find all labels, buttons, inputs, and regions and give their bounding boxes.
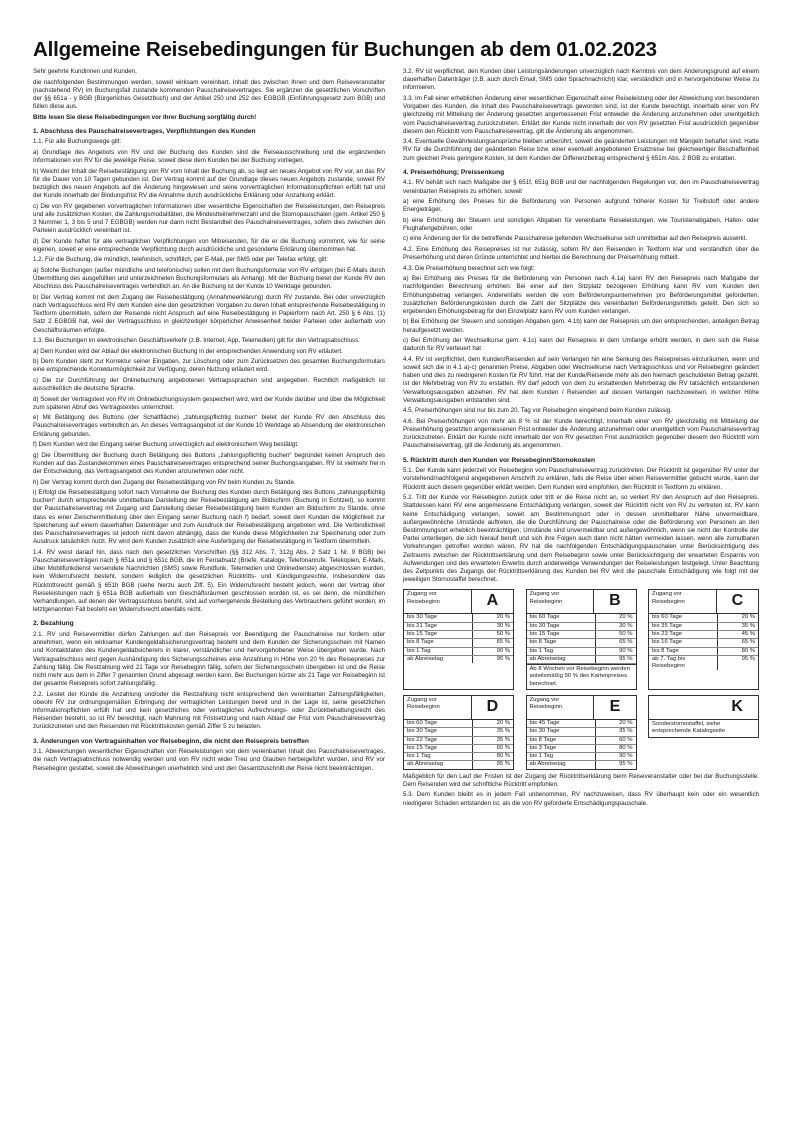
percent-cell: 65 % — [741, 639, 755, 646]
table-row — [527, 737, 636, 745]
storno-tables-row-1 — [403, 589, 759, 690]
paragraph: a) eine Erhöhung des Preises für die Beförderung von Personen aufgrund höherer Kosten für Treibstoff oder andere Energieträger, — [403, 198, 759, 214]
table-row — [404, 753, 513, 761]
table-header-label: Zugang vor Reisebeginn — [404, 590, 472, 613]
percent-cell: 95 % — [741, 655, 755, 662]
percent-cell: 45 % — [741, 630, 755, 637]
percent-cell: 35 % — [496, 728, 510, 735]
storno-table-c — [648, 589, 759, 690]
period-cell: bis 8 Tage — [527, 737, 596, 744]
table-row — [404, 720, 513, 728]
table-row — [527, 745, 636, 753]
table-row — [404, 639, 513, 647]
section-heading: 1. Abschluss des Pauschalreisevertrages, Verpflichtungen des Kunden — [33, 127, 256, 135]
percent-cell: 60 % — [496, 744, 510, 751]
percent-cell: 95 % — [619, 655, 633, 662]
percent-cell: 30 % — [619, 622, 633, 629]
table-row — [404, 656, 513, 663]
percent-cell: 90 % — [619, 753, 633, 760]
table-header-label: Zugang vor Reisebeginn — [527, 590, 595, 613]
table-row — [527, 656, 636, 664]
document-title: Allgemeine Reisebedingungen für Buchungen ab dem 01.02.2023 — [33, 38, 657, 61]
table-row — [527, 720, 636, 728]
section-heading: 2. Bezahlung — [33, 620, 74, 628]
period-cell: ab Abreisetag — [527, 656, 596, 663]
paragraph: b) Bei Erhöhung der Steuern und sonstigen Abgaben gem. 4.1b) kann der Reisepreis um den entsprechenden, anteiligen Betrag heraufgesetzt werden. — [403, 318, 759, 334]
percent-cell: 35 % — [619, 728, 633, 735]
paragraph: 3.4. Eventuelle Gewährleistungsansprüche bleiben unberührt, soweit die geänderten Leistungen mit Mängeln behaftet sind. Hatte RV für die Durchführung der geänderten Reise bzw. einer eventuell angebotenen Ersatzreise bei gleichwertiger Beschaffenheit zum gleichen Preis geringere Kosten, ist dem Kunden der Differenzbetrag entsprechend § 651m Abs. 2 BGB zu erstatten. — [403, 138, 759, 162]
paragraph: f) Dem Kunden wird der Eingang seiner Buchung unverzüglich auf elektronischem Weg bestätigt. — [33, 441, 299, 449]
table-row — [527, 648, 636, 656]
paragraph: b) Weicht der Inhalt der Reisebestätigung von RV vom Inhalt der Buchung ab, so liegt ein neues Angebot von RV vor, an das RV für die Dauer von 10 Tagen gebunden ist. Der Vertrag kommt auf der Grundlage dieses neuen Angebots zustande, soweit RV bezüglich des neuen Angebots auf die Änderung hingewiesen und seine vorvertraglichen Informationspflichten erfüllt hat und der Kunde innerhalb der Bindungsfrist RV die Annahme durch ausdrückliche Erklärung oder Anzahlung erklärt. — [33, 167, 385, 200]
period-cell: ab Abreisetag — [527, 761, 596, 768]
percent-cell: 30 % — [496, 622, 510, 629]
paragraph: die nachfolgenden Bestimmungen werden, soweit wirksam vereinbart, Inhalt des zwischen Ihnen und dem Reiseveranstalter (nachstehend RV) im Buchungsfall zustande kommenden Pauschalreisevertrages. Sie ergänzen die gesetzlichen Vorschriften der §§ 651a - y BGB (Bürgerliches Gesetzbuch) und der Artikel 250 und 252 des EGBGB (Einführungsgesetz zum BGB) und füllen diese aus. — [33, 78, 385, 111]
period-cell: bis 60 Tage — [527, 614, 596, 621]
period-cell: bis 8 Tage — [404, 639, 473, 646]
paragraph: 1.3. Bei Buchungen im elektronischen Geschäftsverkehr (z.B. Internet, App, Telemedien) gilt für den Vertragsabschluss: — [33, 337, 360, 345]
percent-cell: 50 % — [619, 630, 633, 637]
period-cell: bis 15 Tage — [404, 745, 473, 752]
table-row — [404, 745, 513, 753]
table-row — [404, 761, 513, 768]
table-row — [527, 728, 636, 736]
paragraph: Maßgeblich für den Lauf der Fristen ist der Zugang der Rücktrittserklärung beim Reiseveranstalter oder bei der Buchungsstelle. Dem Reisenden wird der schriftliche Rücktritt empfohlen. — [403, 772, 759, 788]
percent-cell: 20 % — [619, 720, 633, 726]
table-letter: E — [609, 698, 621, 715]
period-cell: bis 35 Tage — [649, 623, 718, 630]
paragraph: 4.5. Preiserhöhungen sind nur bis zum 20. Tag vor Reisebeginn eingehend beim Kunden zulässig. — [403, 407, 672, 415]
table-row — [649, 656, 758, 671]
storno-table-a — [403, 589, 514, 690]
paragraph: 3.2. RV ist verpflichtet, den Kunden über Leistungsänderungen unverzüglich nach Kenntnis von dem Änderungsgrund auf einem dauerhaften Datenträger (z.B. auch durch Email, SMS oder Sprachnachricht) klar, verständlich und in hervorgehobener Weise zu informieren. — [403, 68, 759, 92]
paragraph: c) eine Änderung der für die betreffende Pauschalreise geltenden Wechselkurse sich unmittelbar auf den Reisepreis auswirkt. — [403, 235, 748, 243]
percent-cell: 35 % — [496, 736, 510, 743]
storno-table-k — [648, 695, 759, 738]
table-row — [404, 737, 513, 745]
paragraph: 1.4. RV weist darauf hin, dass nach den gesetzlichen Vorschriften (§§ 312 Abs. 7, 312g Abs. 2 Satz 1 Nr. 9 BGB) bei Pauschalreiseverträgen nach § 651a und § 651c BGB, die im Fernabsatz (Briefe, Kataloge, Telefonanrufe, Telekopien, E-Mails, über Mobilfunkdienst versendete Nachrichten (SMS) sowie Rundfunk, Telemedien und Onlinedienste) abgeschlossen wurden, kein Widerrufsrecht besteht, sondern lediglich die gesetzlichen Rücktritts- und Kündigungsrechte, insbesondere das Rücktrittsrecht gemäß § 651h BGB (siehe hierzu auch Ziff. 5). Ein Widerrufsrecht besteht jedoch, wenn der Vertrag über Reiseleistungen nach § 651a BGB außerhalb von Geschäftsräumen geschlossen worden ist, es sei denn, die mündlichen Verhandlungen, auf denen der Vertragsschluss beruht, sind auf vorhergehende Bestellung des Verbrauchers geführt worden; im letztgenannten Fall besteht ein Widerrufsrecht ebenfalls nicht. — [33, 548, 385, 614]
paragraph: e) Mit Betätigung des Buttons (der Schaltfläche) „zahlungspflichtig buchen“ bietet der Kunde RV den Abschluss des Pauschalreisevertrages verbindlich an. An dieses Vertragsangebot ist der Kunde 10 Werktage ab Absendung der elektronischen Erklärung gebunden. — [33, 414, 385, 438]
paragraph: d) Der Kunde haftet für alle vertraglichen Verpflichtungen von Mitreisenden, für die er die Buchung vornimmt, wie für seine eigenen, soweit er eine entsprechende Verpflichtung durch ausdrückliche und gesonderte Erklärung übernommen hat. — [33, 237, 385, 253]
period-cell: bis 1 Tag — [404, 753, 473, 760]
percent-cell: 90 % — [619, 647, 633, 654]
period-cell: bis 23 Tage — [649, 631, 718, 638]
period-cell: bis 45 Tage — [527, 720, 596, 727]
table-row — [527, 614, 636, 622]
table-letter: A — [486, 592, 499, 610]
period-cell: bis 60 Tage — [404, 720, 473, 727]
period-cell: bis 8 Tage — [527, 639, 596, 646]
table-note: Ab 8 Wochen vor Reisebeginn werden anteilsmäßig 90 % des Kartenpreises berechnet. — [527, 664, 636, 689]
paragraph: a) Solche Buchungen (außer mündliche und telefonische) sollen mit dem Buchungsformular von RV erfolgen (bei E-Mails durch Übermittlung des ausgefüllten und unterzeichneten Buchungsformulars als Anhang). Mit der Buchung bietet der Kunde RV den Abschluss des Pauschalreisevertrages verbindlich an. An die Buchung ist der Kunde 10 Werktage gebunden. — [33, 266, 385, 291]
table-letter: B — [609, 592, 621, 610]
table-row — [527, 623, 636, 631]
table-row — [404, 614, 513, 622]
paragraph: a) Bei Erhöhung des Preises für die Beförderung von Personen nach 4.1a) kann RV den Reisepreis nach Maßgabe der nachfolgenden Berechnung erhöhen: Bei einer auf den Sitzplatz bezogenen Erhöhung kann RV vom Kunden den Erhöhungsbetrag verlangen. Anderenfalls werden die vom Beförderungsunternehmen pro Beförderungsmittel geforderten, zusätzlichen Beförderungskosten durch die Zahl der Sitzplätze des vereinbarten Beförderungsmittels geteilt. Den sich so ergebenden Erhöhungsbetrag für den Einzelplatz kann RV vom Kunden verlangen. — [403, 275, 759, 315]
right-column-text — [403, 68, 759, 584]
paragraph: h) Der Vertrag kommt durch den Zugang der Reisebestätigung von RV beim Kunden zu Stande. — [33, 478, 296, 486]
table-k-spacer — [649, 696, 716, 719]
percent-cell: 20 % — [496, 720, 510, 726]
percent-cell: 50 % — [496, 630, 510, 637]
table-row — [404, 631, 513, 639]
period-cell: bis 60 Tage — [649, 614, 718, 621]
table-letter: D — [486, 698, 499, 715]
paragraph: 4.4. RV ist verpflichtet, dem Kunden/Reisenden auf sein Verlangen hin eine Senkung des Reisepreises einzuräumen, wenn und soweit sich die in 4.1 a)-c) genannten Preise, Abgaben oder Wechselkurse nach Vertragsschluss und vor Reisebeginn geändert haben und dies zu niedrigeren Kosten für RV führt. Hat der Kunde/Reisende mehr als den hiernach geschuldeten Betrag gezahlt, ist der Mehrbetrag von RV zu erstatten. RV darf jedoch von dem zu erstattenden Mehrbetrag die RV tatsächlich entstandenen Verwaltungsausgaben abziehen. RV hat dem Kunden / Reisenden auf dessen Verlangen nachzuweisen, in welcher Höhe Verwaltungsausgaben entstanden sind. — [403, 355, 759, 404]
period-cell: ab Abreisetag — [404, 761, 473, 768]
period-cell: bis 15 Tage — [527, 631, 596, 638]
storno-table-b — [526, 589, 637, 690]
period-cell: bis 3 Tage — [527, 745, 596, 752]
paragraph: 3.1. Abweichungen wesentlicher Eigenschaften von Reiseleistungen von dem vereinbarten Inhalt des Pauschalreisevertrages, die nach Vertragsabschluss notwendig werden und von RV nicht wider Treu und Glauben herbeigeführt wurden, sind RV vor Reisebeginn gestattet, soweit die Abweichungen unerheblich sind und den Gesamtzuschnitt der Reise nicht beeinträchtigen. — [33, 748, 385, 772]
paragraph: 4.6. Bei Preiserhöhungen von mehr als 8 % ist der Kunde berechtigt, innerhalb einer von RV gleichzeitig mit Mitteilung der Preiserhöhung gesetzten angemessenen Frist entweder die Änderung anzunehmen oder unentgeltlich vom Pauschalreisevertrag zurückzutreten. Erklärt der Kunde nicht innerhalb der von RV gesetzten Frist ausdrücklich gegenüber diesem den Rücktritt vom Pauschalreisevertrag, gilt die Änderung als angenommen. — [403, 417, 759, 450]
period-cell: bis 30 Tage — [404, 728, 473, 735]
table-row — [649, 623, 758, 631]
percent-cell: 80 % — [496, 753, 510, 760]
period-cell: bis 8 Tage — [649, 648, 718, 655]
paragraph: a) Grundlage des Angebots von RV und der Buchung des Kunden sind die Reiseausschreibung und die ergänzenden Informationen von RV für die jeweilige Reise, soweit diese dem Kunden bei der Buchung vorliegen. — [33, 148, 385, 165]
paragraph: c) Die von RV gegebenen vorvertraglichen Informationen über wesentliche Eigenschaften der Reiseleistungen, den Reisepreis und alle zusätzlichen Kosten, die Zahlungsmodalitäten, die Mindestteilnehmerzahl und die Stornopauschalen (gem. Artikel 250 § 3 Nummer 1, 3 bis 5 und 7 EGBGB) werden nur dann nicht Bestandteil des Pauschalreisevertrages, sofern dies zwischen den Parteien ausdrücklich vereinbart ist. — [33, 202, 385, 235]
percent-cell: 90 % — [496, 647, 510, 654]
paragraph: 2.1. RV und Reisevermittler dürfen Zahlungen auf den Reisepreis vor Beendigung der Pauschalreise nur fordern oder annehmen, wenn ein wirksamer Kundengeldabsicherungsvertrag besteht und dem Kunden der Sicherungsschein mit Namen und Kontaktdaten des Kundengeldabsicherers in klarer, verständlicher und hervorgehobener Weise übergeben wurde. Nach Vertragsabschluss wird gegen Aushändigung des Sicherungsscheines eine Anzahlung in Höhe von 20 % des Reisepreises zur Zahlung fällig. Die Restzahlung wird 21 Tage vor Reisebeginn fällig, sofern der Sicherungsschein übergeben ist und die Reise nicht mehr aus dem in Ziffer 7 genannten Grund abgesagt werden kann. Bei Buchungen kürzer als 21 Tage vor Reisebeginn ist der gesamte Reisepreis sofort zahlungsfällig. — [33, 630, 385, 688]
paragraph: a) Dem Kunden wird der Ablauf der elektronischen Buchung in der entsprechenden Anwendung von RV erläutert. — [33, 347, 343, 355]
table-row — [404, 728, 513, 736]
table-header-label: Zugang vor Reisebeginn — [404, 696, 472, 719]
paragraph: c) Die zur Durchführung der Onlinebuchung angebotenen Vertragssprachen sind angegeben. Rechtlich maßgeblich ist ausschließlich die deutsche Sprache. — [33, 376, 385, 393]
table-row — [404, 648, 513, 656]
paragraph: 4.1. RV behält sich nach Maßgabe der § 651f, 651g BGB und der nachfolgenden Regelungen vor, den im Pauschalreisevertrag vereinbarten Reisepreis zu erhöhen, soweit — [403, 179, 759, 195]
table-row — [527, 639, 636, 647]
paragraph: 4.3. Die Preiserhöhung berechnet sich wie folgt: — [403, 264, 535, 272]
bold-notice: Bitte lesen Sie diese Reisebedingungen vor Ihrer Buchung sorgfältig durch! — [33, 113, 257, 121]
table-row — [649, 614, 758, 622]
table-letter: C — [731, 592, 744, 610]
period-cell: bis 30 Tage — [404, 614, 473, 621]
section-heading: 3. Änderungen von Vertragsinhalten vor Reisebeginn, die nicht den Reisepreis betreffen — [33, 737, 309, 745]
paragraph: 5.2. Tritt der Kunde vor Reisebeginn zurück oder tritt er die Reise nicht an, so verliert RV den Anspruch auf den Reisepreis. Stattdessen kann RV eine angemessene Entschädigung verlangen, soweit der Rücktritt nicht von RV zu vertreten ist. RV kann keine Entschädigung verlangen, soweit am Bestimmungsort oder in dessen unmittelbarer Nähe unvermeidbare, außergewöhnliche Umstände auftreten, die die Durchführung der Pauschalreise oder die Beförderung von Personen an den Bestimmungsort erheblich beeinträchtigen; Umstände sind unvermeidbar und außergewöhnlich, wenn sie nicht der Kontrolle der Partei unterliegen, die sich hierauf beruft und sich ihre Folgen auch dann nicht hätten vermeiden lassen, wenn alle zumutbaren Vorkehrungen getroffen worden wären. RV hat die nachfolgenden Entschädigungspauschalen unter Berücksichtigung des Zeitraums zwischen der Rücktrittserklärung und dem Reisebeginn sowie unter Berücksichtigung der erwarteten Ersparnis von Aufwendungen und des erwarteten Erwerbs durch anderweitige Verwendungen der Reiseleistungen festgelegt. Unter Beachtung des Zeitpunkts des Zugangs der Rücktrittserklärung des Kunden bei RV wird die pauschale Entschädigung wie folgt mit der jeweiligen Stornostaffel berechnet. — [403, 494, 759, 584]
period-cell: bis 1 Tag — [527, 648, 596, 655]
period-cell: bis 21 Tage — [404, 623, 473, 630]
paragraph: 5.3. Dem Kunden bleibt es in jedem Fall unbenommen, RV nachzuweisen, dass RV überhaupt kein oder ein wesentlich niedrigerer Schaden entstanden ist, als die von RV geforderte Entschädigungspauschale. — [403, 791, 759, 807]
right-column-footer-text — [403, 773, 759, 808]
paragraph: g) Die Übermittlung der Buchung durch Betätigung des Buttons „zahlungspflichtig buchen“ begründet keinen Anspruch des Kunden auf das Zustandekommen eines Pauschalreisevertrages entsprechend seiner Buchungsangaben. RV ist vielmehr frei in der Entscheidung, das Vertragsangebot des Kunden anzunehmen oder nicht. — [33, 451, 385, 476]
table-row — [527, 631, 636, 639]
table-k-text: Sonderstornostaffel, siehe entsprechende Katalogseite — [652, 721, 726, 735]
paragraph: 3.3. Im Fall einer erheblichen Änderung einer wesentlichen Eigenschaft einer Reiseleistung oder der Abweichung von besonderen Vorgaben des Kunden, die Inhalt des Pauschalreisevertrags geworden sind, ist der Kunde berechtigt, innerhalb einer von RV gleichzeitig mit Mitteilung der Änderung gesetzten angemessenen Frist entweder die Änderung anzunehmen oder unentgeltlich vom Pauschalreisevertrag zurückzutreten. Erklärt der Kunde nicht innerhalb der von RV gesetzten Frist ausdrücklich gegenüber diesem den Rücktritt vom Pauschalreisevertrag, gilt die Änderung als angenommen. — [403, 94, 759, 135]
paragraph: 1.2. Für die Buchung, die mündlich, telefonisch, schriftlich, per E-Mail, per SMS oder per Telefax erfolgt, gilt: — [33, 256, 328, 264]
table-header-label: Zugang vor Reisebeginn — [649, 590, 717, 613]
percent-cell: 60 % — [619, 736, 633, 743]
table-row — [527, 753, 636, 761]
table-row — [649, 639, 758, 647]
percent-cell: 20 % — [496, 614, 510, 621]
paragraph: b) Der Vertrag kommt mit dem Zugang der Reisebestätigung (Annahmeerklärung) durch RV zustande. Bei oder unverzüglich nach Vertragsschluss wird RV dem Kunden eine den gesetzlichen Vorgaben zu deren Inhalt entsprechende Reisebestätigung in Textform übermitteln, sofern der Reisende nicht Anspruch auf eine Reisebestätigung in Papierform nach Art. 250 § 6 Abs. (1) Satz 2 EGBGB hat, weil der Vertragsschluss in gleichzeitiger körperlicher Anwesenheit beider Parteien oder außerhalb von Geschäftsräumen erfolgte. — [33, 293, 385, 334]
table-row — [649, 631, 758, 639]
percent-cell: 65 % — [619, 639, 633, 646]
table-row — [404, 623, 513, 631]
paragraph: 2.2. Leistet der Kunde die Anzahlung und/oder die Restzahlung nicht entsprechend den vereinbarten Zahlungsfälligkeiten, obwohl RV zur ordnungsgemäßen Erbringung der vertraglichen Leistungen bereit und in der Lage ist, seine gesetzlichen Informationspflichten erfüllt hat und kein gesetzliches oder vertragliches Aufrechnungs- oder Zurückbehaltungsrecht des Reisenden besteht, so ist RV berechtigt, nach Mahnung mit Fristsetzung und nach Ablauf der Frist vom Pauschalreisevertrag zurückzutreten und den Reisenden mit Rücktrittskosten gemäß Ziffer 5 zu belasten. — [33, 690, 385, 731]
period-cell: bis 1 Tag — [404, 648, 473, 655]
period-cell: bis 1 Tag — [527, 753, 596, 760]
table-header-label: Zugang vor Reisebeginn — [527, 696, 595, 719]
percent-cell: 80 % — [619, 744, 633, 751]
paragraph: i) Erfolgt die Reisebestätigung sofort nach Vornahme der Buchung des Kunden durch Betätigung des Buttons „zahlungspflichtig buchen“ durch entsprechende unmittelbare Darstellung der Reisebestätigung am Bildschirm (Buchung in Echtzeit), so kommt der Pauschalreisevertrag mit Zugang und Darstellung dieser Reisebestätigung beim Kunden am Bildschirm zu Stande, ohne dass es einer Zwischenmitteilung über den Eingang seiner Buchung nach f) bedarf, soweit dem Kunden die Möglichkeit zur Speicherung auf einem dauerhaften Datenträger und zum Ausdruck der Reisebestätigung angeboten wird. Die Verbindlichkeit des Pauschalreisevertrages ist jedoch nicht davon abhängig, dass der Kunde diese Möglichkeiten zur Speicherung oder zum Ausdruck tatsächlich nutzt. RV wird dem Kunden zusätzlich eine Ausfertigung der Reisebestätigung in Textform übermitteln. — [33, 489, 385, 546]
period-cell: ab 7. Tag bis Reisebeginn — [649, 656, 718, 671]
percent-cell: 20 % — [741, 614, 755, 621]
section-heading: 4. Preiserhöhung; Preissenkung — [403, 168, 505, 176]
storno-table-e — [526, 695, 637, 770]
percent-cell: 65 % — [496, 639, 510, 646]
period-cell: bis 15 Tage — [404, 631, 473, 638]
paragraph: Sehr geehrte Kundinnen und Kunden, — [33, 68, 137, 75]
paragraph: b) Dem Kunden steht zur Korrektur seiner Eingaben, zur Löschung oder zum Zurücksetzen des gesamten Buchungsformulars eine entsprechende Korrekturmöglichkeit zur Verfügung, deren Nutzung erläutert wird. — [33, 358, 385, 374]
storno-tables-row-2 — [403, 695, 759, 770]
paragraph: 4.2. Eine Erhöhung des Reisepreises ist nur zulässig, sofern RV den Reisenden in Textform klar und verständlich über die Preiserhöhung und deren Gründe unterrichtet und hierbei die Berechnung der Preiserhöhung mitteilt. — [403, 245, 759, 262]
section-heading: 5. Rücktritt durch den Kunden vor Reisebeginn/Stornokosten — [403, 456, 595, 464]
paragraph: 1.1. Für alle Buchungswege gilt: — [33, 138, 122, 146]
table-letter: K — [731, 698, 743, 715]
period-cell: bis 30 Tage — [527, 728, 596, 735]
paragraph: d) Soweit der Vertragstext von RV im Onlinebuchungssystem gespeichert wird, wird der Kunde darüber und über die Möglichkeit zum späteren Abruf des Vertragstextes unterrichtet. — [33, 395, 385, 411]
period-cell: bis 16 Tage — [649, 639, 718, 646]
percent-cell: 35 % — [741, 622, 755, 629]
period-cell: bis 22 Tage — [404, 737, 473, 744]
period-cell: ab Abreisetag — [404, 656, 473, 663]
storno-table-d — [403, 695, 514, 770]
right-column — [403, 68, 759, 1113]
paragraph: 5.1. Der Kunde kann jederzeit vor Reisebeginn vom Pauschalreisevertrag zurücktreten. Der Rücktritt ist gegenüber RV unter der vorstehend/nachfolgend angegebenen Anschrift zu erklären, falls die Reise über einen Reisevermittler gebucht wurde, kann der Rücktritt auch diesem gegenüber erklärt werden. Dem Kunden wird empfohlen, den Rücktritt in Textform zu erklären. — [403, 467, 759, 491]
percent-cell: 95 % — [496, 655, 510, 662]
paragraph: c) Bei Erhöhung der Wechselkurse gem. 4.1c) kann der Reisepreis in dem Umfange erhöht werden, in dem sich die Reise dadurch für RV verteuert hat — [403, 337, 759, 353]
percent-cell: 95 % — [619, 761, 633, 768]
period-cell: bis 30 Tage — [527, 623, 596, 630]
left-column — [33, 68, 385, 1113]
table-row — [527, 761, 636, 768]
percent-cell: 95 % — [496, 761, 510, 768]
paragraph: b) eine Erhöhung der Steuern und sonstigen Abgaben für vereinbarte Reiseleistungen, wie Touristenabgaben, Hafen- oder Flughafengebühren, oder — [403, 216, 759, 232]
percent-cell: 20 % — [619, 614, 633, 621]
percent-cell: 80 % — [741, 647, 755, 654]
table-row — [649, 648, 758, 656]
